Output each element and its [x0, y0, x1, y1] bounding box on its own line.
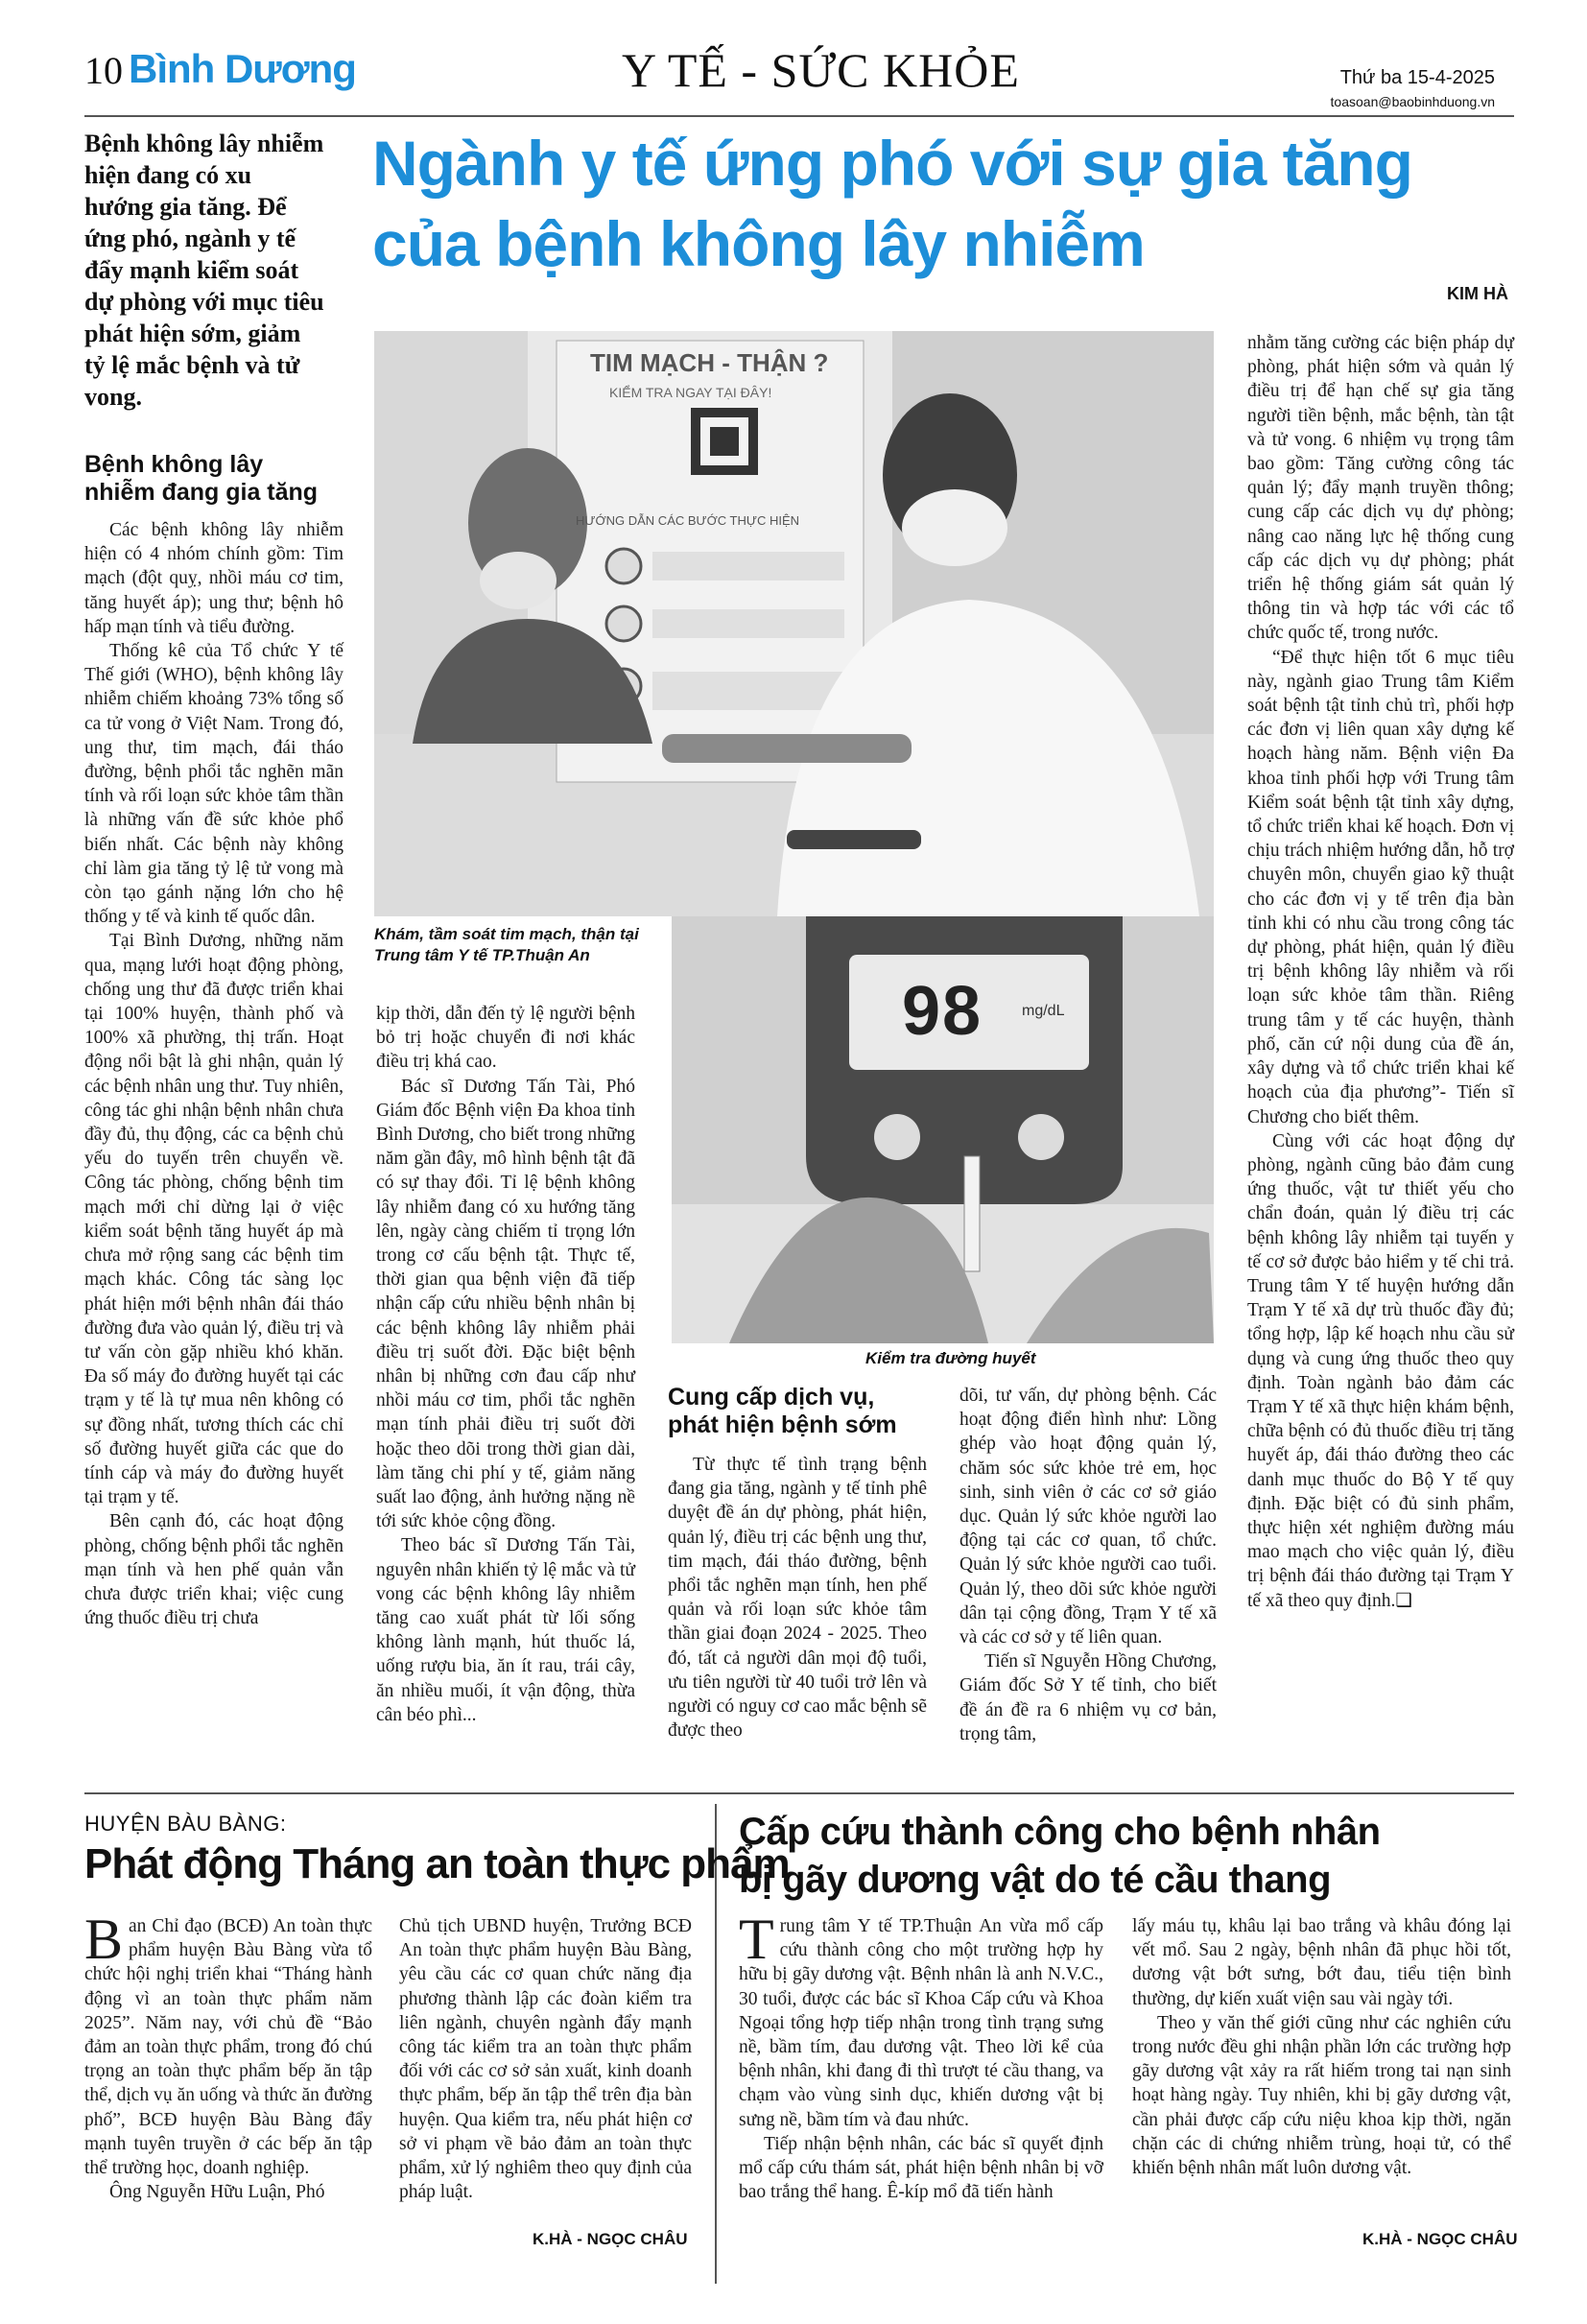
main-col-3 [668, 1453, 927, 1743]
photo1-caption: Khám, tầm soát tim mạch, thận tại Trung tâm Y tế TP.Thuận An [374, 925, 639, 964]
paragraph: nhằm tăng cường các biện pháp dự phòng, phát hiện sớm và quản lý điều trị để hạn chế sự gia tăng người tiền bệnh, mắc bệnh, tàn tật và tử vong. 6 nhiệm vụ trọng tâm bao gồm: Tăng cường công tác quản lý; đẩy mạnh truyền thông; cung cấp các dịch vụ dự phòng; nâng cao năng lực hệ thống cung cấp các dịch vụ dự phòng; phát triển hệ thống giám sát quản lý thông tin và hợp tác với các tổ chức quốc tế, trong nước. [1247, 333, 1514, 644]
article2-col-2 [399, 1914, 692, 2204]
article-lead: Bệnh không lây nhiễm hiện đang có xu hướng gia tăng. Để ứng phó, ngành y tế đẩy mạnh kiểm soát dự phòng với mục tiêu phát hiện sớm, giảm tỷ lệ mắc bệnh và tử vong. [84, 130, 324, 411]
main-headline [372, 123, 1524, 284]
main-col-1 [84, 518, 343, 1630]
poster-subtitle: KIỂM TRA NGAY TẠI ĐÂY! [609, 385, 772, 400]
paragraph: Theo y văn thế giới cũng như các nghiên cứu trong nước đều ghi nhận phần lớn các trường hợp gãy dương vật xảy ra rất hiếm trong tai nạn sinh hoạt hàng ngày. Tuy nhiên, khi bị gãy dương vật, cần phải được cấp cứu niệu khoa kịp thời, ngăn chặn các di chứng nhiễm trùng, hoại tử, có thể khiến bệnh nhân mất luôn dương vật. [1132, 2012, 1511, 2179]
article2-headline: Phát động Tháng an toàn thực phẩm [84, 1840, 790, 1887]
paragraph: Tiến sĩ Nguyễn Hồng Chương, Giám đốc Sở Y tế tỉnh, cho biết đề án đề ra 6 nhiệm vụ cơ bản, trọng tâm, [959, 1651, 1217, 1744]
article3-headline-line2: bị gãy dương vật do té cầu thang [739, 1859, 1332, 1901]
paragraph: Chủ tịch UBND huyện, Trưởng BCĐ An toàn thực phẩm huyện Bàu Bàng, yêu cầu các cơ quan chức năng địa phương thành lập các đoàn kiểm tra liên ngành, chuyên ngành đẩy mạnh công tác kiểm tra an toàn thực phẩm đối với các cơ sở sản xuất, kinh doanh thực phẩm, bếp ăn tập thể trên địa bàn huyện. Qua kiểm tra, nếu phát hiện cơ sở vi phạm về bảo đảm an toàn thực phẩm, xử lý nghiêm theo quy định của pháp luật. [399, 1916, 692, 2203]
article2-byline: K.HÀ - NGỌC CHÂU [533, 2230, 688, 2248]
section-divider [84, 1792, 1514, 1794]
main-col-2 [376, 1002, 635, 1727]
paragraph: Từ thực tế tình trạng bệnh đang gia tăng, ngành y tế tỉnh phê duyệt đề án dự phòng, phát hiện, quản lý, điều trị các bệnh ung thư, tim mạch, đái tháo đường, bệnh phổi tắc nghẽn mạn tính, hen phế quản và rối loạn sức khỏe tâm thần giai đoạn 2024 - 2025. Theo đó, tất cả người dân mọi độ tuổi, ưu tiên người từ 40 tuổi trở lên và người có nguy cơ cao mắc bệnh sẽ được theo [668, 1455, 927, 1742]
photo-glucose-meter [672, 916, 1214, 1343]
photo-illustration [374, 331, 1214, 916]
newspaper-logo: Bình Dương [129, 46, 356, 91]
main-headline-line2: của bệnh không lây nhiễm [372, 208, 1145, 279]
article3-headline-line1: Cấp cứu thành công cho bệnh nhân [739, 1811, 1381, 1853]
poster-title: TIM MẠCH - THẬN ? [590, 348, 829, 377]
paragraph-text: rung tâm Y tế TP.Thuận An vừa mổ cấp cứu thành công cho một trường hợp hy hữu bị gãy dương vật. Bệnh nhân là anh N.V.C., 30 tuổi, được các bác sĩ Khoa Cấp cứu và Khoa Ngoại tổng hợp tiếp nhận trong tình trạng sưng nề, bầm tím, đau dương vật. Theo lời kể của bệnh nhân, khi đang đi thì trượt té cầu thang, va chạm vào vùng sinh dục, khiến dương vật bị sưng nề, bầm tím và đau nhức. [739, 1916, 1103, 2130]
photo-heart-kidney-exam [374, 331, 1214, 916]
article3-col-2 [1132, 1914, 1511, 2180]
main-col-4 [959, 1384, 1217, 1746]
paragraph: Bác sĩ Dương Tấn Tài, Phó Giám đốc Bệnh viện Đa khoa tỉnh Bình Dương, cho biết trong những năm gần đây, mô hình bệnh tật đã có sự thay đổi. Tỉ lệ bệnh không lây nhiễm đang có xu hướng tăng lên, ngày càng chiếm tỉ trọng lớn trong cơ cấu bệnh tật. Thực tế, thời gian qua bệnh viện đã tiếp nhận cấp cứu nhiều bệnh nhân bị các bệnh không lây nhiễm phải điều trị suốt đời. Đặc biệt bệnh nhân bị những cơn đau cấp như nhồi máu cơ tim, phổi tắc nghẽn mạn tính phải điều trị suốt đời hoặc theo dõi trong thời gian dài, làm tăng chi phí y tế, giảm năng suất lao động, ảnh hưởng nặng nề tới sức khỏe cộng đồng. [376, 1076, 635, 1532]
poster-steps-title: HƯỚNG DẪN CÁC BƯỚC THỰC HIỆN [576, 513, 800, 528]
subhead-2: Cung cấp dịch vụ, phát hiện bệnh sớm [668, 1384, 897, 1438]
section-title: Y TẾ - SỨC KHỎE [622, 43, 1020, 97]
paragraph: “Để thực hiện tốt 6 mục tiêu này, ngành giao Trung tâm Kiểm soát bệnh tật tỉnh chủ trì, phối hợp các đơn vị liên quan xây dựng kế hoạch hàng năm. Bệnh viện Đa khoa tỉnh phối hợp với Trung tâm Kiểm soát bệnh tật tỉnh xây dựng, tổ chức triển khai kế hoạch. Đơn vị chịu trách nhiệm hướng dẫn, hỗ trợ chuyên môn, chuyển giao kỹ thuật cho các đơn vị y tế trên địa bàn tỉnh khi có nhu cầu trong công tác dự phòng, phát hiện, quản lý điều trị bệnh không lây nhiễm và rối loạn sức khỏe tâm thần. Riêng trung tâm y tế các huyện, thành phố, căn cứ nội dung của đề án, xây dựng và tổ chức triển khai kế hoạch của địa phương”- Tiến sĩ Chương cho biết thêm. [1247, 647, 1514, 1127]
paragraph: Các bệnh không lây nhiễm hiện có 4 nhóm chính gồm: Tim mạch (đột quỵ, nhồi máu cơ tim, tăng huyết áp); ung thư; bệnh hô hấp mạn tính và tiểu đường. [84, 520, 343, 637]
contact-email[interactable]: toasoan@baobinhduong.vn [1330, 94, 1495, 109]
article3-col-1 [739, 1908, 1103, 2204]
photo2-caption: Kiểm tra đường huyết [865, 1349, 1036, 1367]
main-author: KIM HÀ [1447, 284, 1508, 303]
page-header [84, 40, 1514, 115]
paragraph: dõi, tư vấn, dự phòng bệnh. Các hoạt động điển hình như: Lồng ghép vào hoạt động quản lý, chăm sóc sức khỏe trẻ em, học sinh, sinh viên ở các cơ sở giáo dục. Quản lý sức khỏe người lao động tại các cơ quan, tổ chức. Quản lý sức khỏe người cao tuổi. Quản lý, theo dõi sức khỏe người dân tại cộng đồng, Trạm Y tế xã và các cơ sở y tế liên quan. [959, 1386, 1217, 1648]
issue-date: Thứ ba 15-4-2025 [1339, 67, 1495, 88]
glucose-unit: mg/dL [1022, 1003, 1065, 1019]
article2-kicker: HUYỆN BÀU BÀNG: [84, 1812, 287, 1836]
paragraph: Tiếp nhận bệnh nhân, các bác sĩ quyết định mổ cấp cứu thám sát, phát hiện bệnh nhân bị vỡ bao trắng thể hang. Ê-kíp mổ đã tiến hành [739, 2133, 1103, 2203]
paragraph [84, 1908, 372, 2180]
dropcap: T [739, 1908, 774, 1971]
article3-headline [739, 1808, 1516, 1904]
paragraph [739, 1908, 1103, 2132]
dropcap: B [84, 1908, 124, 1971]
paragraph: Theo bác sĩ Dương Tấn Tài, nguyên nhân khiến tỷ lệ mắc và tử vong các bệnh không lây nhiễm tăng cao xuất phát từ lối sống không lành mạnh, hút thuốc lá, uống rượu bia, ăn ít rau, trái cây, ăn nhiều muối, ít vận động, thừa cân béo phì... [376, 1535, 635, 1725]
paragraph-text: an Chỉ đạo (BCĐ) An toàn thực phẩm huyện Bàu Bàng vừa tổ chức hội nghị triển khai “Tháng hành động vì an toàn thực phẩm năm 2025”. Năm nay, với chủ đề “Bảo đảm an toàn thực phẩm, trong đó chú trọng an toàn thực phẩm bếp ăn tập thể, dịch vụ ăn uống và thức ăn đường phố”, BCĐ huyện Bàu Bàng đẩy mạnh tuyên truyền ở các bếp ăn tập thể trường học, doanh nghiệp. [84, 1916, 372, 2179]
header-rule [84, 115, 1514, 117]
article2-col-1 [84, 1908, 372, 2204]
paragraph: Thống kê của Tổ chức Y tế Thế giới (WHO), bệnh không lây nhiễm chiếm khoảng 73% tổng số ca tử vong ở Việt Nam. Trong đó, ung thư, tim mạch, đái tháo đường, bệnh phổi tắc nghẽn mãn tính và rối loạn sức khỏe tâm thần là những vấn đề sức khỏe phổ biến nhất. Các bệnh này không chỉ làm gia tăng tỷ lệ tử vong mà còn tạo gánh nặng lớn cho hệ thống y tế và kinh tế quốc dân. [84, 641, 343, 928]
paragraph [1247, 1129, 1514, 1613]
subhead-1: Bệnh không lây nhiễm đang gia tăng [84, 451, 319, 506]
end-mark: ❑ [1395, 1590, 1412, 1611]
page-number: 10 [84, 49, 123, 92]
paragraph: lấy máu tụ, khâu lại bao trắng và khâu đóng lại vết mổ. Sau 2 ngày, bệnh nhân đã phục hồi tốt, dương vật bớt sưng, bớt đau, tiểu tiện bình thường, dự kiến xuất viện sau vài ngày tới. [1132, 1916, 1511, 2009]
main-col-5 [1247, 331, 1514, 1613]
article3-byline: K.HÀ - NGỌC CHÂU [1362, 2230, 1518, 2248]
paragraph: Ông Nguyễn Hữu Luận, Phó [109, 2182, 325, 2203]
paragraph: Bên cạnh đó, các hoạt động phòng, chống bệnh phổi tắc nghẽn mạn tính và hen phế quản vẫn chưa được triển khai; việc cung ứng thuốc điều trị chưa [84, 1511, 343, 1629]
main-headline-line1: Ngành y tế ứng phó với sự gia tăng [372, 128, 1412, 199]
paragraph-text: Cùng với các hoạt động dự phòng, ngành cũng bảo đảm cung ứng thuốc, vật tư thiết yếu cho chẩn đoán, quản lý điều trị các bệnh không lây nhiễm tại tuyến y tế cơ sở được bảo hiểm y tế chi trả. Trung tâm Y tế huyện hướng dẫn Trạm Y tế xã dự trù thuốc đầy đủ; tổng hợp, lập kế hoạch nhu cầu sử dụng và cung ứng thuốc theo quy định. Toàn ngành bảo đảm các Trạm Y tế xã thực hiện khám bệnh, chữa bệnh có đủ thuốc điều trị tăng huyết áp, đái tháo đường theo các danh mục thuốc do Bộ Y tế quy định. Đặc biệt có đủ sinh phẩm, thực hiện xét nghiệm đường máu mao mạch cho việc quản lý, điều trị bệnh đái tháo đường tại Trạm Y tế xã theo quy định. [1247, 1130, 1514, 1611]
paragraph: Tại Bình Dương, những năm qua, mạng lưới hoạt động phòng, chống ung thư đã được triển khai tại 100% huyện, thành phố và 100% xã phường, thị trấn. Hoạt động nổi bật là ghi nhận, quản lý các bệnh nhân ung thư. Tuy nhiên, công tác ghi nhận bệnh nhân chưa đầy đủ, thụ động, các ca bệnh chủ yếu do tuyến trên chuyển về. Công tác phòng, chống bệnh tim mạch mới chỉ dừng lại ở việc kiểm soát bệnh tăng huyết áp mà chưa mở rộng sang các bệnh tim mạch khác. Công tác sàng lọc phát hiện mới bệnh nhân đái tháo đường đưa vào quản lý, điều trị và tư vấn còn gặp nhiều khó khăn. Đa số máy đo đường huyết tại các trạm y tế là tự mua nên không có sự đồng nhất, tương thích các chỉ số đường huyết giữa các que do tính cáp và máy đo đường huyết tại trạm y tế. [84, 931, 343, 1508]
glucose-reading: 98 [902, 973, 983, 1050]
paragraph: kịp thời, dẫn đến tỷ lệ người bệnh bỏ trị hoặc chuyển đi nơi khác điều trị khá cao. [376, 1004, 635, 1073]
